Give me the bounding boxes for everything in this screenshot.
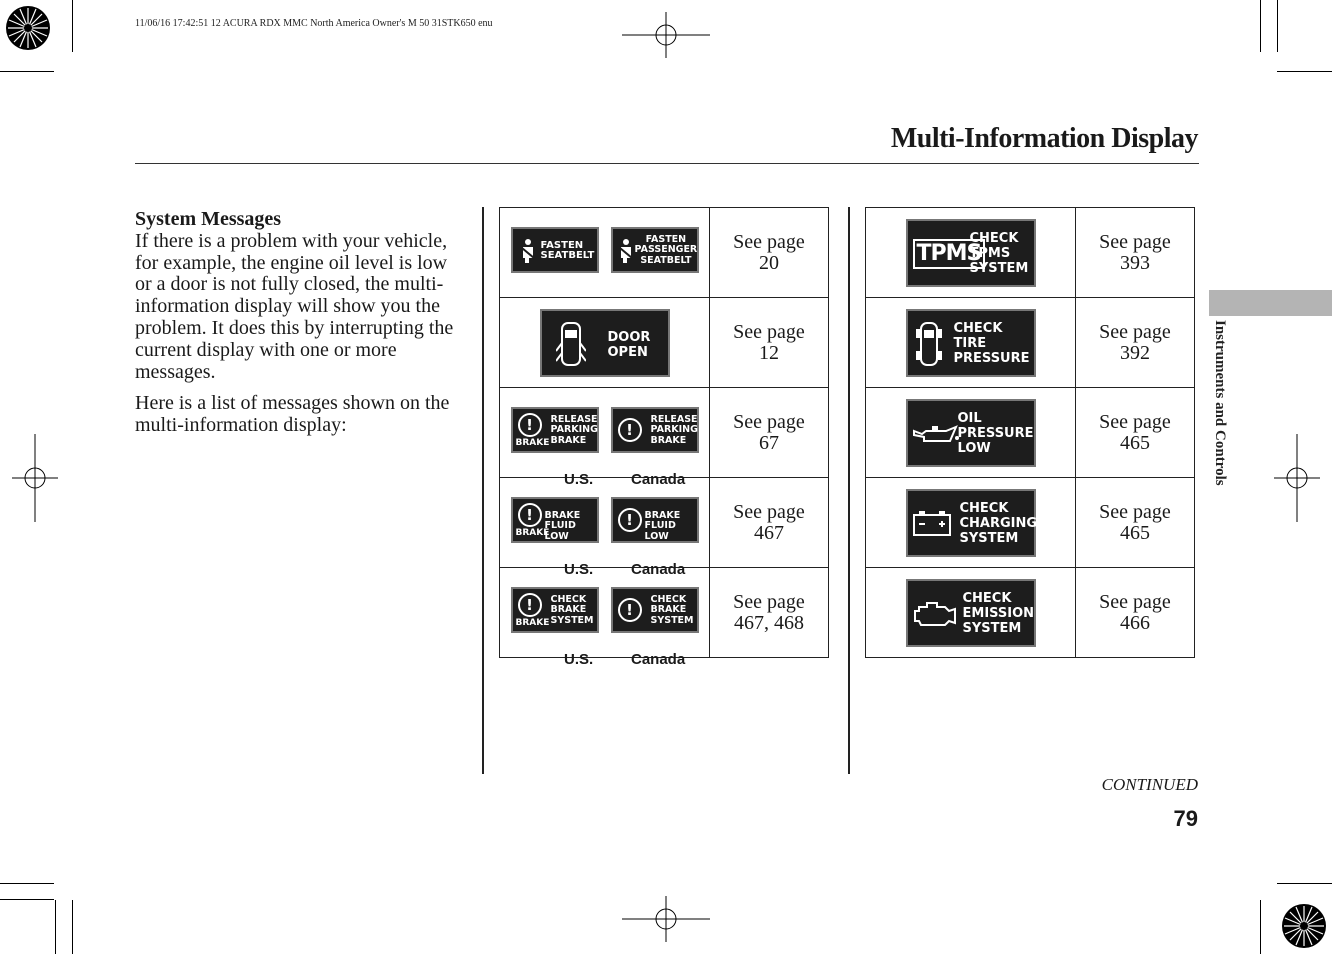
region-label-canada: Canada [631,651,686,668]
page-title: Multi-Information Display [890,123,1198,154]
message-image-cell [866,478,1076,568]
check-tpms-system-panel: TPMS CHECK TPMS SYSTEM [906,219,1036,287]
message-image-cell [866,388,1076,478]
crop-line [0,899,54,900]
intro-text [135,209,467,447]
page-reference: See page 20 [710,208,829,298]
section-label: Instruments and Controls [1212,320,1228,486]
intro-paragraph: If there is a problem with your vehicle, for example, the engine oil level is low or a door is not fully closed, the multi-information display will show you the problem. It does this by interrupting the current display with one or more messages. [135,229,454,383]
crop-line [1277,71,1332,72]
brake-fluid-low-panel-us: ! BRAKE BRAKE FLUID LOW [511,497,599,543]
check-charging-system-panel: CHECK CHARGING SYSTEM [906,489,1036,557]
oil-can-icon [910,423,960,449]
check-emission-system-panel: CHECK EMISSION SYSTEM [906,579,1036,647]
page-reference: See page 392 [1076,298,1195,388]
column-divider [848,207,850,774]
crop-line [1260,0,1261,52]
brake-warning-icon: ! [518,503,542,527]
region-label-canada: Canada [631,561,686,578]
battery-icon [912,509,952,537]
table-row [866,568,1195,658]
page-reference: See page 393 [1076,208,1195,298]
message-image-cell [500,388,710,488]
page-reference: See page 67 [710,388,829,478]
brake-warning-icon: ! [518,413,542,437]
region-label-canada: Canada [631,471,686,488]
column-divider [482,207,484,774]
table-row [500,388,829,478]
brake-warning-icon: ! [518,593,542,617]
car-door-icon [556,317,586,371]
brake-sub-label: BRAKE [515,527,550,538]
table-row [866,298,1195,388]
table-row [866,478,1195,568]
region-label-us: U.S. [564,651,594,668]
message-image-cell [500,298,710,388]
seatbelt-icon [617,238,635,264]
message-image-cell [500,208,710,298]
seatbelt-icon [519,238,537,264]
section-tab [1209,290,1332,316]
brake-sub-label: BRAKE [515,617,550,628]
check-brake-system-panel-canada: ! CHECK BRAKE SYSTEM [611,587,699,633]
brake-warning-icon: ! [618,418,642,442]
intro-paragraph: Here is a list of messages shown on the multi-information display: [135,392,450,437]
check-brake-system-panel-us: ! BRAKE CHECK BRAKE SYSTEM [511,587,599,633]
fasten-seatbelt-panel: FASTEN SEATBELT [511,227,599,273]
message-image-cell [866,568,1076,658]
crop-line [0,883,54,884]
crop-line [0,71,54,72]
fasten-passenger-seatbelt-panel: FASTEN PASSENGER SEATBELT [611,227,699,273]
crop-line [1277,0,1278,52]
check-tire-pressure-panel: CHECK TIRE PRESSURE [906,309,1036,377]
release-parking-brake-panel-canada: ! RELEASE PARKING BRAKE [611,407,699,453]
crop-line [72,0,73,52]
message-image-cell [866,208,1076,298]
brake-fluid-low-panel-canada: ! BRAKE FLUID LOW [611,497,699,543]
messages-table-left [499,207,829,668]
crop-line [72,900,73,954]
page-reference: See page 465 [1076,478,1195,568]
table-row [500,478,829,568]
page-reference: See page 465 [1076,388,1195,478]
table-row [866,208,1195,298]
region-label-us: U.S. [564,561,594,578]
page-reference: See page 467, 468 [710,568,829,658]
crop-line [1277,883,1332,884]
page-reference: See page 467 [710,478,829,568]
car-tire-icon [914,317,944,371]
tpms-symbol: TPMS [913,239,986,269]
table-row [500,568,829,658]
page-reference: See page 12 [710,298,829,388]
title-rule [135,163,1199,164]
crop-line [55,900,56,954]
message-image-cell [500,568,710,668]
table-row [500,208,829,298]
print-metadata: 11/06/16 17:42:51 12 ACURA RDX MMC North America Owner's M 50 31STK650 enu [135,18,493,29]
door-open-panel: DOOR OPEN [540,309,670,377]
brake-sub-label: BRAKE [515,437,550,448]
brake-warning-icon: ! [618,508,642,532]
table-row [500,298,829,388]
message-image-cell [500,478,710,578]
region-label-us: U.S. [564,471,594,488]
continued-label: CONTINUED [1101,775,1198,794]
brake-warning-icon: ! [618,598,642,622]
engine-icon [911,597,961,629]
messages-table-right [865,207,1195,658]
crop-line [1260,900,1261,954]
page-reference: See page 466 [1076,568,1195,658]
message-image-cell [866,298,1076,388]
table-row [866,388,1195,478]
oil-pressure-low-panel: OIL PRESSURE LOW [906,399,1036,467]
release-parking-brake-panel-us: ! BRAKE RELEASE PARKING BRAKE [511,407,599,453]
section-heading: System Messages [135,208,282,230]
page-number: 79 [1173,806,1198,831]
